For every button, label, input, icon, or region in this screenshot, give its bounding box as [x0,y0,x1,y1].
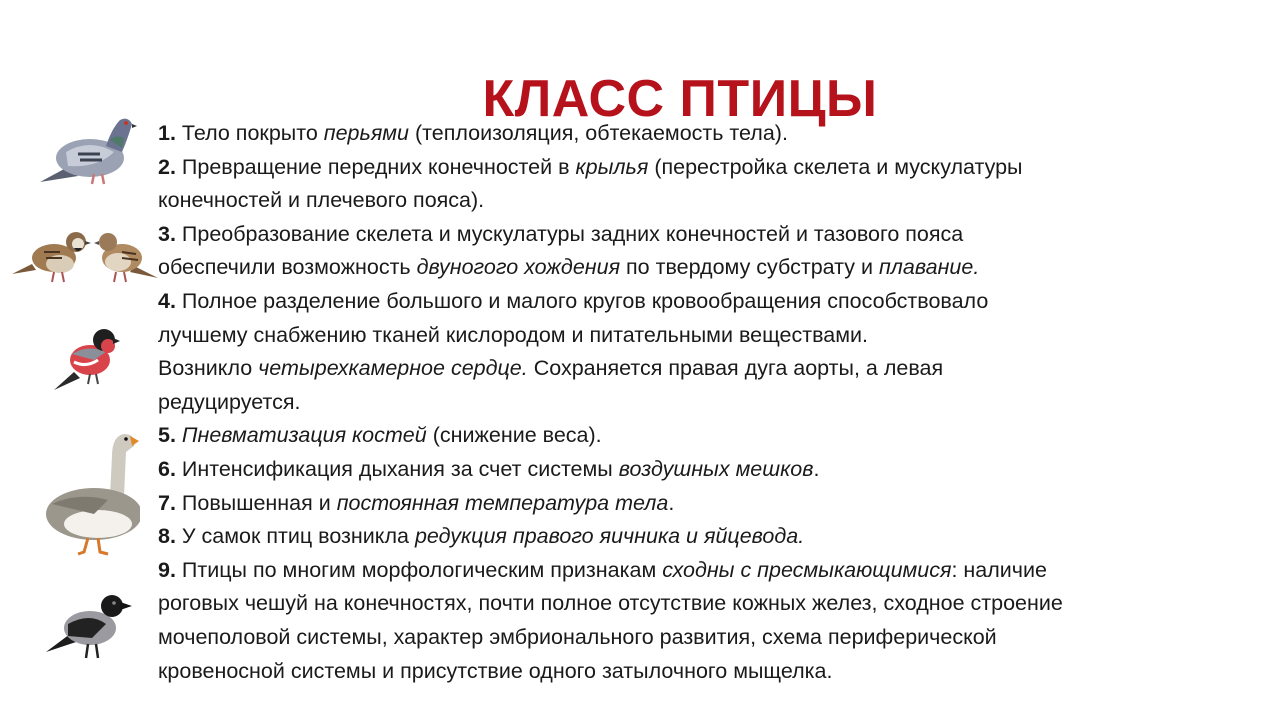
item-number: 7. [158,490,176,515]
text-line [158,251,1268,285]
text-line [158,554,1268,588]
plain-text: (снижение веса). [426,423,602,448]
plain-text: . [813,456,820,481]
plain-text: Сохраняется правая дуга аорты, а левая [527,356,944,381]
text-line [158,151,1268,185]
plain-text: мочеполовой системы, характер эмбрионального развития, схема периферической [158,624,997,649]
emphasis-text: редукция правого яичника и яйцевода. [414,524,805,549]
plain-text: Птицы по многим морфологическим признакам [181,557,663,582]
emphasis-text: воздушных мешков [618,456,814,481]
emphasis-text: четырехкамерное сердце. [258,356,528,381]
plain-text: У самок птиц возникла [181,524,415,549]
emphasis-text: сходны с пресмыкающимися [662,557,952,582]
bullfinch-icon [50,322,122,394]
plain-text: роговых чешуй на конечностях, почти полное отсутствие кожных желез, сходное строение [158,591,1063,616]
plain-text: кровеносной системы и присутствие одного затылочного мыщелка. [158,658,833,683]
item-number: 3. [158,221,176,246]
pigeon-icon [38,108,138,190]
item-number: 6. [158,456,176,481]
item-number: 4. [158,288,176,313]
text-line [158,487,1268,521]
item-number: 8. [158,524,176,549]
text-line [158,587,1268,621]
text-line [158,621,1268,655]
plain-text: лучшему снабжению тканей кислородом и питательными веществами. [158,322,868,347]
plain-text: обеспечили возможность [158,255,417,280]
emphasis-text: плавание. [878,255,980,280]
plain-text: : наличие [951,557,1047,582]
text-line [158,319,1268,353]
plain-text: Преобразование скелета и мускулатуры задних конечностей и тазового пояса [181,221,964,246]
crow-icon [44,588,134,666]
emphasis-text: постоянная температура тела [336,490,669,515]
item-number: 2. [158,154,176,179]
sparrows-icon [10,222,160,286]
text-line [158,453,1268,487]
plain-text: Превращение передних конечностей в [181,154,576,179]
plain-text: (перестройка скелета и мускулатуры [648,154,1023,179]
text-line [158,218,1268,252]
plain-text: по твердому субстрату и [620,255,879,280]
goose-icon [38,426,140,558]
text-line [158,117,1268,151]
text-line [158,419,1268,453]
plain-text: (теплоизоляция, обтекаемость тела). [409,121,788,145]
plain-text: редуцируется. [158,389,301,414]
emphasis-text: перьями [323,121,409,145]
item-number: 5. [158,423,176,448]
plain-text: . [668,490,675,515]
text-line [158,352,1268,386]
emphasis-text: Пневматизация костей [181,423,427,448]
text-line [158,285,1268,319]
text-line [158,184,1268,218]
plain-text: Полное разделение большого и малого кругов кровообращения способствовало [181,288,989,313]
plain-text: Возникло [158,356,259,381]
content-list [158,117,1268,688]
emphasis-text: крылья [575,154,649,179]
page-title: КЛАСС ПТИЦЫ [482,69,878,128]
item-number: 9. [158,557,176,582]
plain-text: Интенсификация дыхания за счет системы [181,456,619,481]
plain-text: Тело покрыто [181,121,324,145]
text-line [158,520,1268,554]
item-number: 1. [158,121,176,145]
text-line [158,655,1268,689]
plain-text: конечностей и плечевого пояса). [158,188,485,213]
plain-text: Повышенная и [181,490,337,515]
emphasis-text: двуногого хождения [416,255,621,280]
text-line [158,386,1268,420]
